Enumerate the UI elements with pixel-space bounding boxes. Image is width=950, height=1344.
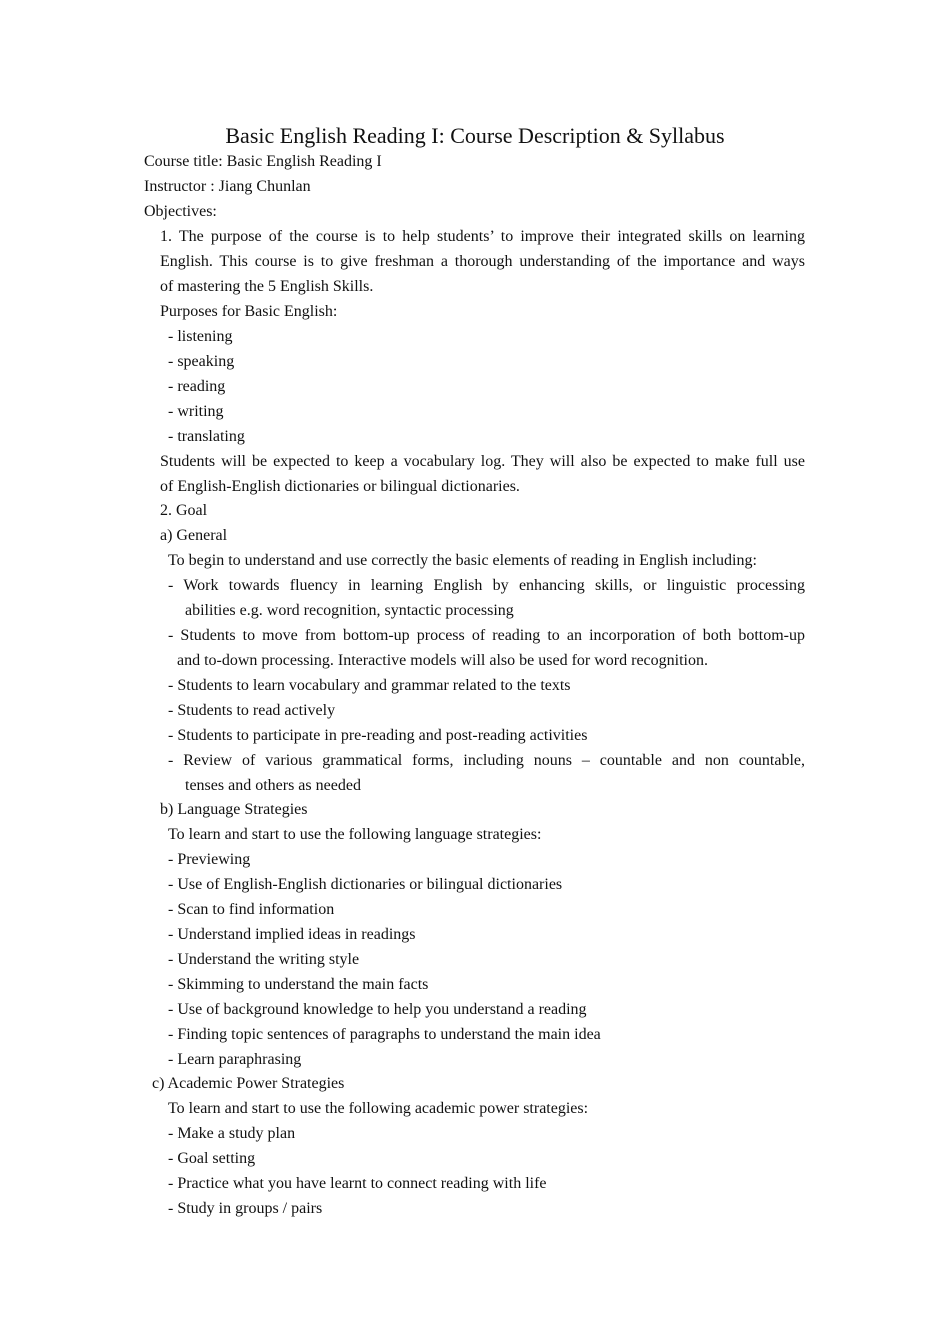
objective-1-line-2: English. This course is to give freshman a thorough understanding of the importance and ways <box>160 253 805 270</box>
academic-heading: c) Academic Power Strategies <box>152 1075 345 1092</box>
language-item: - Learn paraphrasing <box>168 1051 302 1068</box>
general-heading: a) General <box>160 527 228 544</box>
general-item-4: - Students to read actively <box>168 702 336 719</box>
language-heading: b) Language Strategies <box>160 801 308 818</box>
general-item-5: - Students to participate in pre-reading and post-reading activities <box>168 727 588 744</box>
general-item-1-line-1: - Work towards fluency in learning English by enhancing skills, or linguistic processing <box>168 577 805 594</box>
purpose-item: - speaking <box>168 353 235 370</box>
language-item: - Finding topic sentences of paragraphs to understand the main idea <box>168 1026 601 1043</box>
purpose-item: - reading <box>168 378 226 395</box>
academic-item: - Practice what you have learnt to connect reading with life <box>168 1175 547 1192</box>
objective-1-line-1: 1. The purpose of the course is to help students’ to improve their integrated skills on learning <box>160 228 805 245</box>
purpose-item: - writing <box>168 403 224 420</box>
language-item: - Understand implied ideas in readings <box>168 926 416 943</box>
academic-item: - Study in groups / pairs <box>168 1200 323 1217</box>
language-item: - Understand the writing style <box>168 951 360 968</box>
language-item: - Scan to find information <box>168 901 335 918</box>
academic-intro: To learn and start to use the following academic power strategies: <box>168 1100 589 1117</box>
language-item: - Use of English-English dictionaries or bilingual dictionaries <box>168 876 563 893</box>
goal-label: 2. Goal <box>160 502 208 519</box>
objective-1-line-3: of mastering the 5 English Skills. <box>160 278 374 295</box>
instructor-line: Instructor : Jiang Chunlan <box>144 178 311 195</box>
general-item-6-line-2: tenses and others as needed <box>185 777 361 794</box>
document-title: Basic English Reading I: Course Description & Syllabus <box>225 123 725 148</box>
purpose-item: - listening <box>168 328 233 345</box>
academic-item: - Goal setting <box>168 1150 256 1167</box>
vocab-line-1: Students will be expected to keep a vocabulary log. They will also be expected to make full use <box>160 453 805 470</box>
objectives-label: Objectives: <box>144 203 217 220</box>
vocab-line-2: of English-English dictionaries or bilingual dictionaries. <box>160 478 520 495</box>
general-item-6-line-1: - Review of various grammatical forms, including nouns – countable and non countable, <box>168 752 805 769</box>
general-item-3: - Students to learn vocabulary and grammar related to the texts <box>168 677 571 694</box>
purpose-item: - translating <box>168 428 245 445</box>
general-item-2-line-2: and to-down processing. Interactive models will also be used for word recognition. <box>177 652 708 669</box>
general-item-2-line-1: - Students to move from bottom-up process of reading to an incorporation of both bottom-up <box>168 627 805 644</box>
academic-item: - Make a study plan <box>168 1125 296 1142</box>
general-intro: To begin to understand and use correctly the basic elements of reading in English including: <box>168 552 757 569</box>
language-item: - Use of background knowledge to help you understand a reading <box>168 1001 587 1018</box>
language-intro: To learn and start to use the following language strategies: <box>168 826 542 843</box>
purposes-label: Purposes for Basic English: <box>160 303 338 320</box>
course-title-line: Course title: Basic English Reading I <box>144 153 382 170</box>
language-item: - Skimming to understand the main facts <box>168 976 429 993</box>
language-item: - Previewing <box>168 851 251 868</box>
general-item-1-line-2: abilities e.g. word recognition, syntactic processing <box>185 602 514 619</box>
